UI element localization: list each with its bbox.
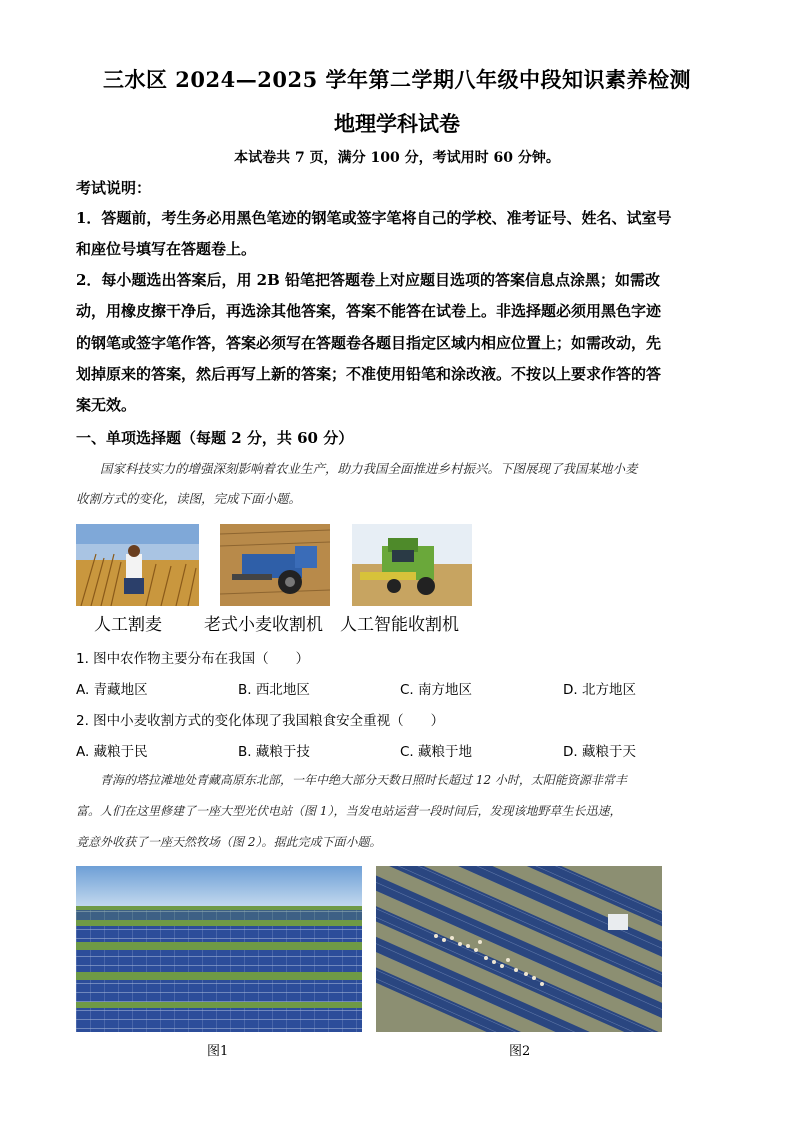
figure-1-caption: 图1 (207, 1044, 229, 1059)
photo-caption: 人工智能收割机 (340, 615, 459, 635)
passage-line: 国家科技实力的增强深刻影响着农业生产，助力我国全面推进乡村振兴。下图展现了我国某地小麦 (100, 461, 638, 476)
exam-info: 本试卷共 7 页，满分 100 分，考试用时 60 分钟。 (234, 150, 560, 166)
solar-ranch-photo (376, 866, 662, 1032)
instruction-line: 动，用橡皮擦干净后，再选涂其他答案，答案不能答在试卷上。非选择题必须用黑色字迹 (76, 302, 662, 320)
solar-plant-photo (76, 866, 362, 1032)
instruction-line: 1．答题前，考生务必用黑色笔迹的钢笔或签字笔将自己的学校、准考证号、姓名、试室号 (76, 209, 672, 227)
question-2-option-d: D. 藏粮于天 (563, 744, 636, 760)
old-harvester-photo (220, 524, 330, 606)
question-1-stem: 1. 图中农作物主要分布在我国（ ） (76, 651, 310, 667)
instruction-line: 2．每小题选出答案后，用 2B 铅笔把答题卷上对应题目选项的答案信息点涂黑；如需改 (76, 271, 661, 289)
photo-caption: 人工割麦 (94, 615, 162, 635)
ai-harvester-photo (352, 524, 472, 606)
instructions-heading: 考试说明： (76, 179, 152, 197)
instruction-line: 划掉原来的答案，然后再写上新的答案；不准使用铅笔和涂改液。不按以上要求作答的答 (76, 365, 662, 383)
passage-line: 富。人们在这里修建了一座大型光伏电站（图 1），当发电站运营一段时间后，发现该地野草生长迅速， (76, 804, 622, 818)
passage-line: 青海的塔拉滩地处青藏高原东北部，一年中绝大部分天数日照时长超过 12 小时，太阳能资源非常丰 (100, 773, 627, 787)
passage-line: 收割方式的变化，读图，完成下面小题。 (76, 491, 302, 506)
manual-harvest-photo (76, 524, 199, 606)
instruction-line: 案无效。 (76, 396, 137, 414)
passage-line: 竟意外收获了一座天然牧场（图 2）。据此完成下面小题。 (76, 835, 382, 849)
question-2-stem: 2. 图中小麦收割方式的变化体现了我国粮食安全重视（ ） (76, 713, 445, 729)
question-1-option-c: C. 南方地区 (400, 682, 473, 698)
question-2-option-c: C. 藏粮于地 (400, 744, 473, 760)
exam-subtitle: 地理学科试卷 (334, 111, 460, 136)
question-1-option-d: D. 北方地区 (563, 682, 636, 698)
figure-2-caption: 图2 (509, 1044, 531, 1059)
instruction-line: 的钢笔或签字笔作答，答案必须写在答题卷各题目指定区域内相应位置上；如需改动，先 (76, 334, 662, 352)
question-1-option-b: B. 西北地区 (238, 682, 310, 698)
photo-caption: 老式小麦收割机 (204, 615, 323, 635)
question-2-option-a: A. 藏粮于民 (76, 744, 148, 760)
section-heading: 一、单项选择题（每题 2 分，共 60 分） (76, 429, 354, 447)
question-1-option-a: A. 青藏地区 (76, 682, 148, 698)
question-2-option-b: B. 藏粮于技 (238, 744, 310, 760)
instruction-line: 和座位号填写在答题卷上。 (76, 240, 257, 258)
exam-title: 三水区 2024—2025 学年第二学期八年级中段知识素养检测 (102, 67, 691, 92)
